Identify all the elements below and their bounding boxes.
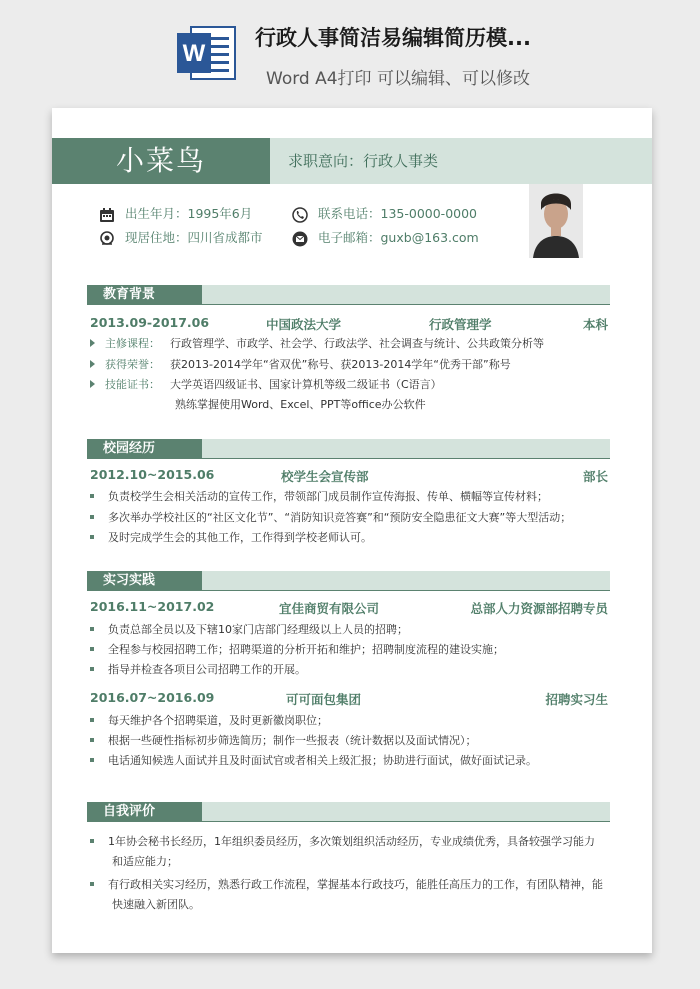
profile-photo xyxy=(529,184,583,258)
section-practice-header xyxy=(87,571,610,590)
practice-entry xyxy=(90,690,608,706)
info-birth xyxy=(99,204,252,223)
document-title: 行政人事简洁易编辑简历模... xyxy=(255,26,531,50)
calendar-icon xyxy=(99,207,115,223)
section-title: 教育背景 xyxy=(87,285,202,304)
triangle-bullet-icon xyxy=(90,339,95,347)
practice-item: 每天维护各个招聘渠道，及时更新徽岗职位； xyxy=(90,712,328,728)
practice-item: 电话通知候选人面试并且及时面试官或者相关上级汇报；协助进行面试，做好面试记录。 xyxy=(90,752,537,768)
email-text: 电子邮箱：guxb@163.com xyxy=(318,230,479,245)
location-pin-icon xyxy=(99,231,115,247)
square-bullet-icon xyxy=(90,535,94,539)
practice-item: 全程参与校园招聘工作；招聘渠道的分析开拓和维护；招聘制度流程的建设实施； xyxy=(90,641,504,657)
period: 2012.10~2015.06 xyxy=(90,467,215,482)
square-bullet-icon xyxy=(90,494,94,498)
major: 行政管理学 xyxy=(429,317,492,332)
campus-item: 负责校学生会相关活动的宣传工作，带领部门成员制作宣传海报、传单、横幅等宣传材料； xyxy=(90,488,548,504)
education-entry xyxy=(90,315,608,331)
organization: 校学生会宣传部 xyxy=(281,469,369,484)
square-bullet-icon xyxy=(90,839,94,843)
document-subtitle: Word A4打印 可以编辑、可以修改 xyxy=(266,69,530,89)
campus-item: 多次举办学校社区的“社区文化节”、“消防知识竞答赛”和“预防安全隐患征文大赛”等大型活动； xyxy=(90,509,571,525)
top-banner xyxy=(0,0,700,100)
campus-item: 及时完成学生会的其他工作，工作得到学校老师认可。 xyxy=(90,529,372,545)
square-bullet-icon xyxy=(90,758,94,762)
svg-text:W: W xyxy=(182,40,206,67)
practice-item: 负责总部全员以及下辖10家门店部门经理级以上人员的招聘； xyxy=(90,621,408,637)
divider xyxy=(87,821,610,822)
address-text: 现居住地：四川省成都市 xyxy=(125,230,263,245)
square-bullet-icon xyxy=(90,718,94,722)
triangle-bullet-icon xyxy=(90,380,95,388)
divider xyxy=(87,590,610,591)
period: 2013.09-2017.06 xyxy=(90,315,210,330)
phone-text: 联系电话：135-0000-0000 xyxy=(318,206,478,221)
resume-page xyxy=(52,108,652,953)
job-intent: 求职意向：行政人事类 xyxy=(270,138,652,184)
period: 2016.11~2017.02 xyxy=(90,599,215,614)
info-email xyxy=(292,228,479,247)
campus-entry xyxy=(90,467,608,483)
period: 2016.07~2016.09 xyxy=(90,690,215,705)
company: 可可面包集团 xyxy=(286,692,362,707)
degree: 本科 xyxy=(582,317,608,332)
education-item: 获得荣誉： 获2013-2014学年“省双优”称号、获2013-2014学年“优秀干部”称号 xyxy=(90,356,511,372)
self-item-continued: 快速融入新团队。 xyxy=(112,898,200,911)
role: 总部人力资源部招聘专员 xyxy=(470,601,608,616)
info-phone xyxy=(292,204,477,223)
divider xyxy=(87,304,610,305)
role: 招聘实习生 xyxy=(545,692,608,707)
square-bullet-icon xyxy=(90,515,94,519)
square-bullet-icon xyxy=(90,738,94,742)
section-title: 实习实践 xyxy=(87,571,202,590)
education-extra: 熟练掌握使用Word、Excel、PPT等office办公软件 xyxy=(175,398,426,411)
candidate-name: 小菜鸟 xyxy=(52,138,270,184)
square-bullet-icon xyxy=(90,667,94,671)
practice-item: 指导并检查各项目公司招聘工作的开展。 xyxy=(90,661,306,677)
education-item: 主修课程： 行政管理学、市政学、社会学、行政法学、社会调查与统计、公共政策分析等 xyxy=(90,335,544,351)
birth-text: 出生年月：1995年6月 xyxy=(125,206,253,221)
square-bullet-icon xyxy=(90,882,94,886)
section-education-header xyxy=(87,285,610,304)
role: 部长 xyxy=(582,469,608,484)
word-document-icon xyxy=(175,21,239,85)
section-title: 自我评价 xyxy=(87,802,202,821)
email-icon xyxy=(292,231,308,247)
phone-icon xyxy=(292,207,308,223)
school: 中国政法大学 xyxy=(266,317,342,332)
self-item-continued: 和适应能力； xyxy=(112,855,178,868)
section-self-header xyxy=(87,802,610,821)
section-campus-header xyxy=(87,439,610,458)
company: 宜佳商贸有限公司 xyxy=(279,601,380,616)
divider xyxy=(87,458,610,459)
practice-entry xyxy=(90,599,608,615)
triangle-bullet-icon xyxy=(90,360,95,368)
square-bullet-icon xyxy=(90,627,94,631)
square-bullet-icon xyxy=(90,647,94,651)
self-item: 有行政相关实习经历，熟悉行政工作流程，掌握基本行政技巧，能胜任高压力的工作，有团队精神，能 xyxy=(90,876,603,892)
education-item: 技能证书： 大学英语四级证书、国家计算机等级二级证书（C语言） xyxy=(90,376,442,392)
section-title: 校园经历 xyxy=(87,439,202,458)
self-item: 1年协会秘书长经历，1年组织委员经历，多次策划组织活动经历，专业成绩优秀，具备较强学习能力 xyxy=(90,833,595,849)
practice-item: 根据一些硬性指标初步筛选简历；制作一些报表（统计数据以及面试情况）； xyxy=(90,732,477,748)
info-address xyxy=(99,228,263,247)
